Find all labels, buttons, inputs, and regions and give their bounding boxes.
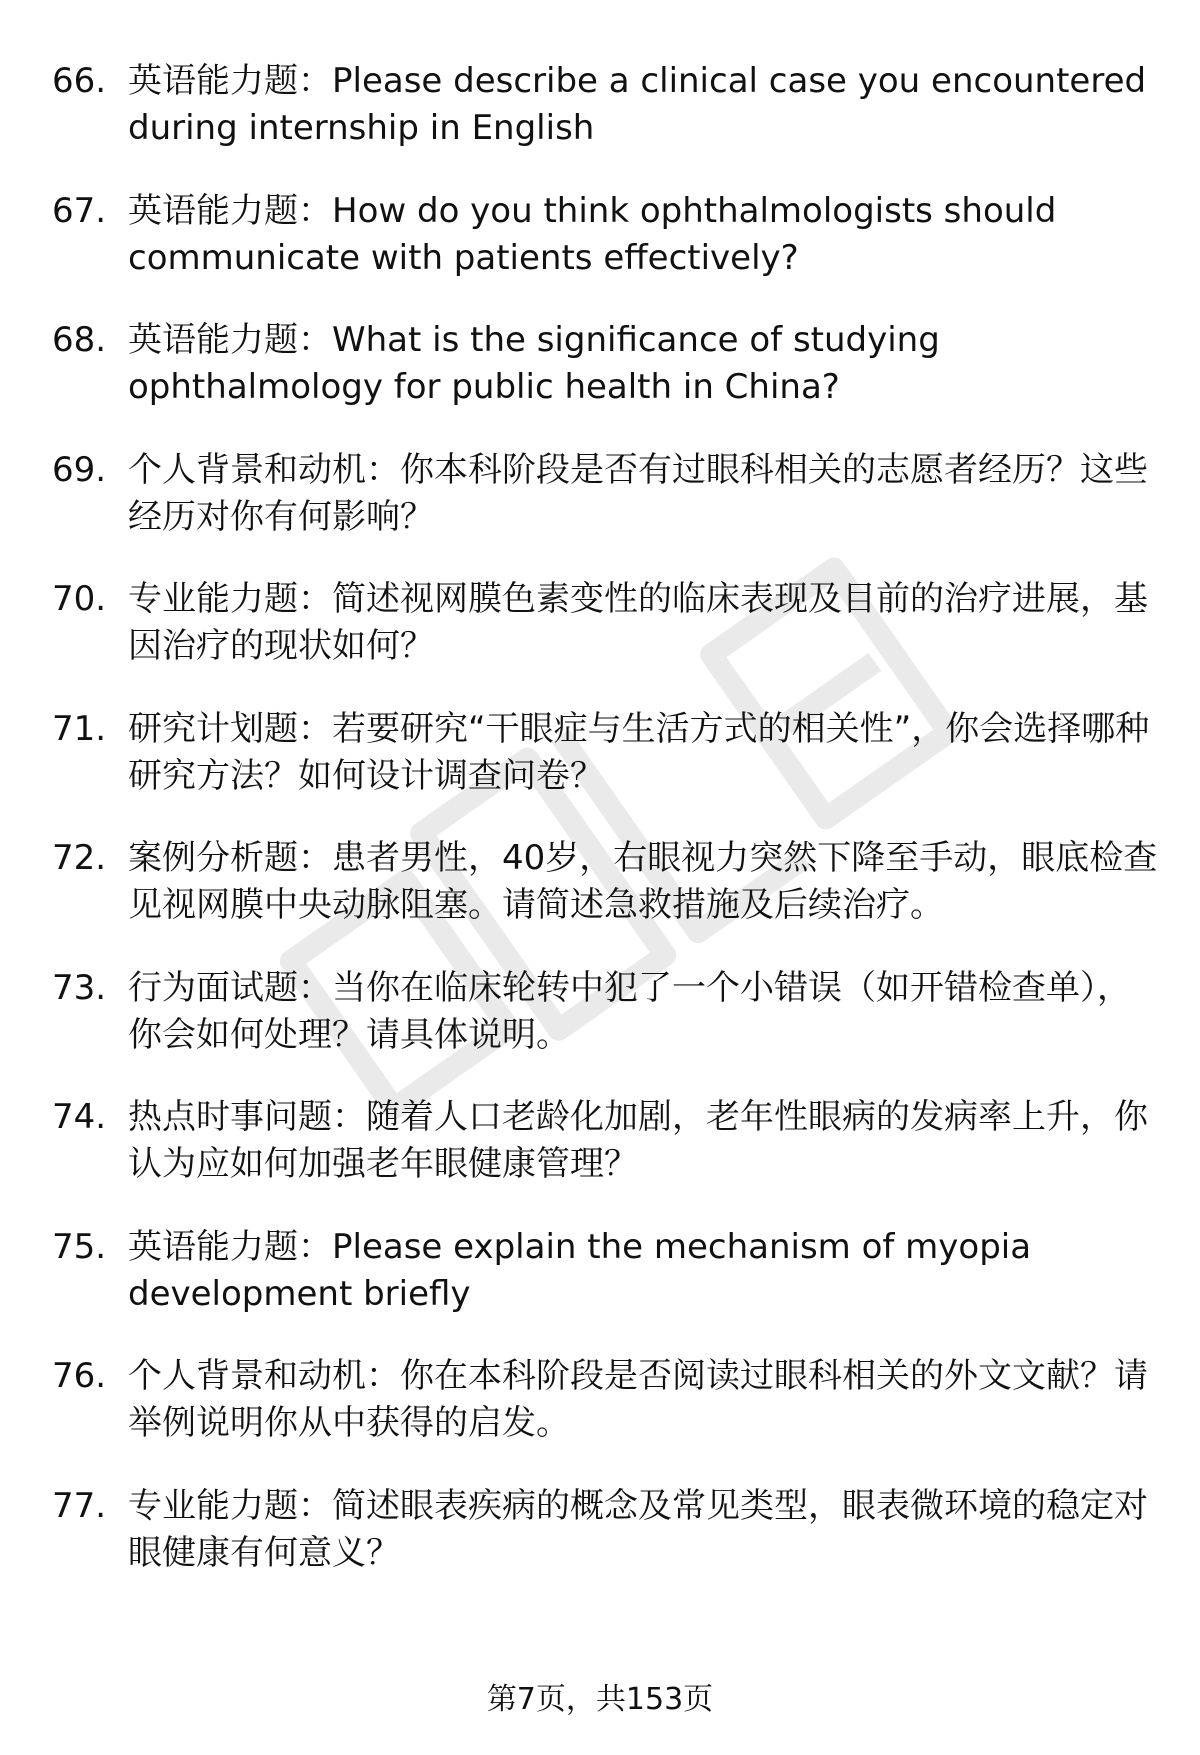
question-item (52, 1353, 1162, 1447)
question-number: 73. (52, 967, 107, 1008)
question-number: 76. (52, 1356, 107, 1396)
question-list (52, 58, 1162, 1612)
question-number: 66. (52, 61, 107, 101)
question-item (52, 1094, 1162, 1188)
question-item (52, 317, 1162, 411)
page-footer: 第7页，共153页 (486, 1682, 714, 1717)
question-text: 行为面试题：当你在临床轮转中犯了一个小错误（如开错检查单），你会如何处理？请具体说明。 (128, 967, 1131, 1055)
question-number: 72. (52, 838, 107, 878)
question-text: 英语能力题：What is the significance of studying ophthalmology for public health in China? (128, 320, 940, 407)
question-number: 75. (52, 1226, 107, 1267)
question-item (52, 965, 1162, 1059)
question-text: 个人背景和动机：你本科阶段是否有过眼科相关的志愿者经历？这些经历对你有何影响？ (128, 449, 1148, 537)
question-text: 专业能力题：简述视网膜色素变性的临床表现及目前的治疗进展，基因治疗的现状如何？ (128, 579, 1148, 666)
question-item (52, 576, 1162, 670)
question-text: 热点时事问题：随着人口老龄化加剧，老年性眼病的发病率上升，你认为应如何加强老年眼健康管理？ (128, 1097, 1148, 1184)
question-text: 英语能力题：Please describe a clinical case you encountered during internship in English (128, 61, 1147, 148)
question-text: 研究计划题：若要研究“干眼症与生活方式的相关性”，你会选择哪种研究方法？如何设计调查问卷？ (128, 708, 1150, 796)
question-item (52, 58, 1162, 152)
question-text: 个人背景和动机：你在本科阶段是否阅读过眼科相关的外文文献？请举例说明你从中获得的启发。 (128, 1356, 1148, 1443)
question-item (52, 447, 1162, 541)
question-number: 74. (52, 1097, 107, 1137)
question-item (52, 835, 1162, 929)
question-number: 68. (52, 320, 107, 360)
question-item (52, 188, 1162, 282)
question-item (52, 1224, 1162, 1318)
question-text: 英语能力题：How do you think ophthalmologists should communicate with patients effectively? (128, 190, 1057, 278)
question-item (52, 706, 1162, 800)
question-number: 70. (52, 579, 107, 619)
question-number: 71. (52, 708, 107, 749)
question-text: 专业能力题：简述眼表疾病的概念及常见类型，眼表微环境的稳定对眼健康有何意义？ (128, 1485, 1148, 1573)
question-item (52, 1483, 1162, 1577)
question-number: 69. (52, 449, 107, 490)
question-number: 77. (52, 1485, 107, 1526)
question-text: 英语能力题：Please explain the mechanism of myopia development briefly (128, 1226, 1032, 1314)
question-text: 案例分析题：患者男性，40岁，右眼视力突然下降至手动，眼底检查见视网膜中央动脉阻塞。请简述急救措施及后续治疗。 (128, 838, 1158, 925)
question-number: 67. (52, 190, 107, 231)
